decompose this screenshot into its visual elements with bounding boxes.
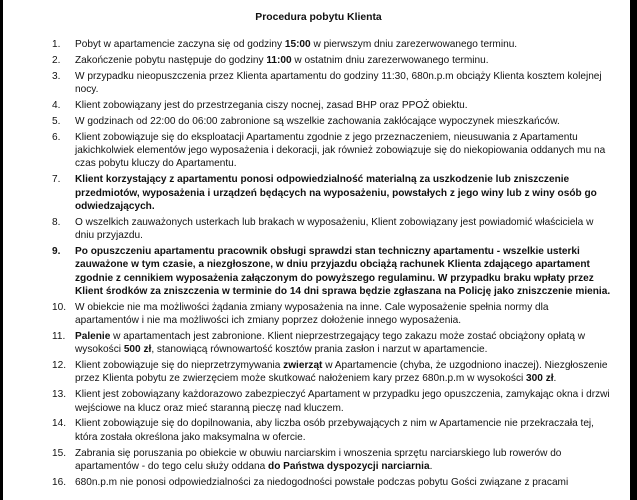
item-text: 680n.p.m nie ponosi odpowiedzialności za niedogodności powstałe podczas pobytu Gości związane z pracami — [75, 476, 569, 488]
right-border — [630, 0, 637, 500]
item-number: 3. — [52, 70, 61, 82]
item-number: 5. — [52, 115, 61, 127]
item-number: 12. — [52, 360, 67, 372]
item-text: Klient zobowiązany jest do przestrzegania ciszy nocnej, zasad BHP oraz PPOŻ obiektu. — [75, 99, 468, 111]
list-item — [52, 131, 612, 171]
list-item — [52, 388, 612, 415]
list-item — [52, 359, 612, 386]
list-item — [52, 173, 612, 213]
list-item — [52, 417, 612, 444]
item-number: 10. — [52, 301, 67, 313]
item-text: Klient jest zobowiązany każdorazowo zabezpieczyć Apartament w przypadku jego opuszczenia, zamykając okna i drzwi wejściowe na klucz oraz mieć staranną pieczę nad kluczem. — [75, 389, 610, 414]
item-number: 6. — [52, 131, 61, 143]
list-item — [52, 38, 612, 51]
item-text: W godzinach od 22:00 do 06:00 zabronione są wszelkie zachowania zakłócające wypoczynek mieszkańców. — [75, 115, 560, 127]
item-number: 14. — [52, 418, 67, 430]
list-item — [52, 115, 612, 128]
item-number: 8. — [52, 216, 61, 228]
item-number: 15. — [52, 447, 67, 459]
item-number: 11. — [52, 330, 66, 342]
list-item — [52, 216, 612, 243]
item-number: 1. — [52, 39, 61, 50]
left-border — [0, 0, 3, 500]
item-text: Po opuszczeniu apartamentu pracownik obsługi sprawdzi stan techniczny apartamentu - wszelkie usterki zauważone w tym czasie, a niezgłoszone, w dniu przyjazdu obciążą rachunek Klienta zdającego apartament zgodnie z cennikiem wyposażenia załączonym do powyższego regulaminu. W przypadku braku wpłaty przez Klient środków za zniszczenia w terminie do 14 dni sprawa będzie zgłaszana na Policję jako zniszczenie mienia. — [75, 245, 611, 297]
list-item — [52, 99, 612, 112]
item-number: 13. — [52, 389, 67, 401]
item-number: 16. — [52, 476, 67, 488]
item-number: 9. — [52, 245, 61, 257]
list-item — [52, 245, 612, 298]
item-text: Pobyt w apartamencie zaczyna się od godziny 15:00 w pierwszym dniu zarezerwowanego terminu. — [75, 39, 518, 50]
item-number: 4. — [52, 99, 61, 111]
item-text: O wszelkich zauważonych usterkach lub brakach w wyposażeniu, Klient zobowiązany jest powiadomić właściciela w dniu przyjazdu. — [75, 216, 594, 242]
page-title: Procedura pobytu Klienta — [255, 12, 382, 23]
item-text: W obiekcie nie ma możliwości żądania zmiany wyposażenia na inne. Cale wyposażenie spełnia normy dla apartamentów i nie ma możliwości ich zmiany poprzez dołożenie innego wyposażenia. — [75, 301, 549, 326]
list-item — [52, 70, 612, 97]
list-item — [52, 301, 612, 328]
item-text: Zakończenie pobytu następuje do godziny 11:00 w ostatnim dniu zarezerwowanego terminu. — [75, 54, 489, 66]
item-number: 2. — [52, 54, 61, 66]
list-item — [52, 54, 612, 67]
list-item — [52, 476, 612, 489]
item-text: Klient zobowiązuje się do eksploatacji Apartamentu zgodnie z jego przeznaczeniem, nieusuwania z Apartamentu jakichkolwiek elementów jego wyposażenia i dekoracji, jak również zobowiązuje się do niekopiowania oddanych mu na czas pobytu kluczy do Apartamentu. — [75, 131, 606, 170]
item-text: Zabrania się poruszania po obiekcie w obuwiu narciarskim i wnoszenia sprzętu narciarskiego lub rowerów do apartamentów - do tego celu służy oddana do Państwa dyspozycji narciarnia. — [75, 447, 562, 472]
item-text: Klient zobowiązuje się do dopilnowania, aby liczba osób przebywających z nim w Apartamencie nie przekraczała tej, która została określona jako maksymalna w ofercie. — [75, 418, 594, 443]
list-item — [52, 330, 612, 357]
item-text: Palenie w apartamentach jest zabronione. Klient nieprzestrzegający tego zakazu może zostać obciążony opłatą w wysokości 500 zł, stanowiącą równowartość kosztów prania zasłon i narzut w apartamencie. — [75, 330, 586, 356]
item-text: W przypadku nieopuszczenia przez Klienta apartamentu do godziny 11:30, 680n.p.m obciąży Klienta kosztem kolejnej nocy. — [75, 70, 602, 96]
item-number: 7. — [52, 174, 61, 186]
item-text: Klient korzystający z apartamentu ponosi odpowiedzialność materialną za uszkodzenie lub zniszczenie przedmiotów, wyposażenia i urządzeń będących na wyposażeniu, powstałych z jego winy lub z winy osób go odwiedzających. — [75, 174, 597, 212]
item-text: Klient zobowiązuje się do nieprzetrzymywania zwierząt w Apartamencie (chyba, że uzgodniono inaczej). Niezgłoszenie przez Klienta pobytu ze zwierzęciem może skutkować nałożeniem kary przez 680n.p.m w wysokości 300 zł. — [75, 360, 608, 385]
rules-list — [52, 38, 612, 492]
list-item — [52, 447, 612, 474]
